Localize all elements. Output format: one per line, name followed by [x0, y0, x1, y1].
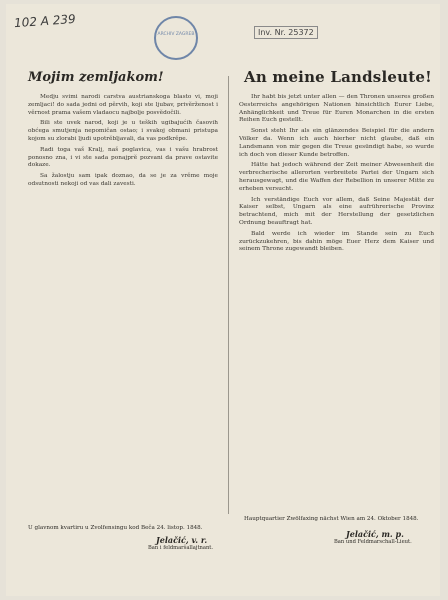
right-paragraph-5: Bald werde ich wieder im Stande sein zu Euch zurückzukehren, bis dahin möge Euer Herz dem Kaiser und seinem Throne zugewandt bleiben. [239, 230, 434, 253]
right-paragraph-2: Sonst steht Ihr als ein glänzendes Beispiel für die andern Völker da. Wenn ich auch hierher nicht glaube, daß ein Landsmann von mir gegen die Treue gesündigt habe, so wurde ich doch von dieser Kunde betroffen. [239, 128, 434, 158]
left-column-text [28, 94, 218, 192]
left-paragraph-4: Sa žalostju sam ipak doznao, da se je za vrĕme moje odsutnosti nekoji od vas dali zavesti. [28, 173, 218, 187]
archive-stamp [154, 16, 198, 60]
inventory-number: 25372 [288, 28, 314, 37]
right-column-text [239, 94, 434, 257]
right-paragraph-1: Ihr habt bis jetzt unter allen — den Thronen unseres großen Oesterreichs angehörigen Nationen hinsichtlich Eurer Liebe, Anhänglichkeit und Treue für Euren Monarchen in die ersten Reihen Euch gestellt. [239, 94, 434, 124]
left-rank: Ban i feldmaršallajtnant. [148, 545, 214, 551]
left-date-line: U glavnom kvartiru u Zvolfensingu kod Beča 24. listop. 1848. [28, 525, 203, 531]
left-paragraph-2: Bili ste uvek narod, koji je u teških ugibajućih časovih obćega smutjenja nepomičan ostao; i svakoj obmani pristupa kojom su zlorabi ljudi upotrĕbljavali, da vas podkrĕpe. [28, 120, 218, 142]
right-date-line: Hauptquartier Zwölfaxing nächst Wien am 24. Oktober 1848. [244, 516, 419, 522]
column-divider [228, 76, 229, 514]
right-column-title: An meine Landsleute! [244, 68, 432, 86]
handwritten-archive-id: 102 A 239 [13, 11, 77, 31]
document-sheet [6, 4, 440, 596]
left-column-title: Mojim zemljakom! [28, 70, 164, 85]
right-rank: Ban und Feldmarschall-Lieut. [334, 539, 412, 545]
left-paragraph-1: Medju svimi narodi carstva austrianskoga blasto vi, moji zemljaci! do sada jedni od pĕrvih, koji ste ljubav, privĕrženost i vĕrnost prama vašem vladaocu najbolje posvĕdočili. [28, 94, 218, 116]
left-signature: Jelačić, v. r. [156, 535, 208, 545]
right-paragraph-3: Hätte hat jedoch während der Zeit meiner Abwesenheit die verbrecherische allerorten verbreitete Partei der Ungarn sich herausgewagt, und die Waffen der Rebellion in unserer Mitte zu erheben versucht. [239, 162, 434, 192]
right-signature: Jelačić, m. p. [346, 529, 404, 539]
inventory-label: Inv. Nr. [258, 28, 286, 37]
right-paragraph-4: Ich verständige Euch vor allem, daß Seine Majestät der Kaiser selbst, Ungarn als eine aufrührerische Provinz betrachtend, mich mit der Herstellung der gesetzlichen Ordnung beauftragt hat. [239, 196, 434, 226]
archive-stamp-text: ARCHIV ZAGREB [157, 32, 195, 37]
inventory-label-box [254, 26, 318, 39]
left-paragraph-3: Radi toga vaš Kralj, naš poglavica, vas i vašu hrabrost ponosno zna, i vi ste sada ponajprĕ pozvani da prave ostavite dokaze. [28, 146, 218, 169]
